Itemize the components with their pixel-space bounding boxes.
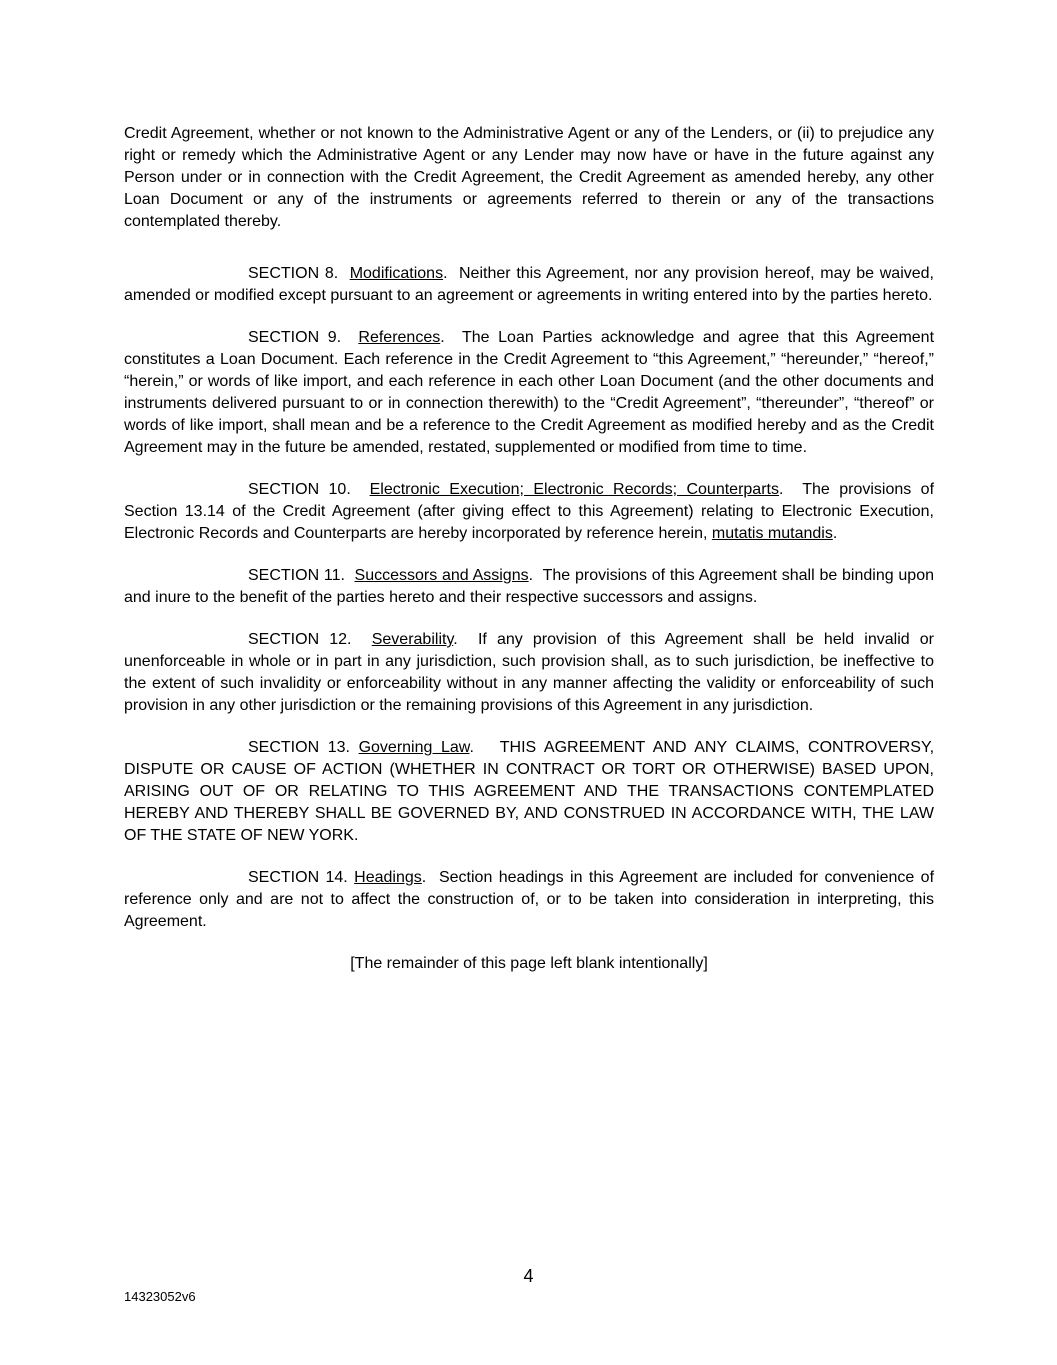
document-id: 14323052v6 (124, 1289, 196, 1304)
section-8: SECTION 8. Modifications. Neither this Agreement, nor any provision hereof, may be waived, amended or modified except pursuant to an agreement or agreements in writing entered into by the parties hereto. (124, 265, 935, 304)
section-12: SECTION 12. Severability. If any provision of this Agreement shall be held invalid or unenforceable in whole or in part in any jurisdiction, such provision shall, as to such jurisdiction, be ineffective to the extent of such invalidity or enforceability without in any manner affecting the validity or enforceability of such provision in any other jurisdiction or the remaining provisions of this Agreement in any jurisdiction. (124, 631, 935, 714)
section-9: SECTION 9. References. The Loan Parties acknowledge and agree that this Agreement constitutes a Loan Document. Each reference in the Credit Agreement to “this Agreement,” “hereunder,” “hereof,” “herein,” or words of like import, and each reference in each other Loan Document (and the other documents and instruments delivered pursuant to or in connection therewith) to the “Credit Agreement”, “thereunder”, “thereof” or words of like import, shall mean and be a reference to the Credit Agreement as modified hereby and as the Credit Agreement may in the future be amended, restated, supplemented or modified from time to time. (124, 329, 935, 456)
page-number: 4 (523, 1266, 534, 1286)
section-heading: References (358, 329, 441, 346)
section-heading: Severability (371, 631, 454, 648)
section-body: If any provision of this Agreement shall be held invalid or unenforceable in whole or in part in any jurisdiction, such provision shall, as to such jurisdiction, be ineffective to the extent of such invalidity or enforceability without in any manner affecting the validity or enforceability of such provision in any other jurisdiction or the remaining provisions of this Agreement in any jurisdiction. (124, 631, 935, 714)
section-number: SECTION 12. (248, 631, 352, 648)
section-number: SECTION 8. (248, 265, 339, 282)
section-13: SECTION 13. Governing Law. THIS AGREEMENT AND ANY CLAIMS, CONTROVERSY, DISPUTE OR CAUSE OF ACTION (WHETHER IN CONTRACT OR TORT OR OTHERWISE) BASED UPON, ARISING OUT OF OR RELATING TO THIS AGREEMENT AND THE TRANSACTIONS CONTEMPLATED HEREBY AND THEREBY SHALL BE GOVERNED BY, AND CONSTRUED IN ACCORDANCE WITH, THE LAW OF THE STATE OF NEW YORK. (124, 739, 935, 844)
section-body: The Loan Parties acknowledge and agree that this Agreement constitutes a Loan Document. Each reference in the Credit Agreement to “this Agreement,” “hereunder,” “hereof,” “herein,” or words of like import, and each reference in each other Loan Document (and the other documents and instruments delivered pursuant to or in connection therewith) to the “Credit Agreement”, “thereunder”, “thereof” or words of like import, shall mean and be a reference to the Credit Agreement as modified hereby and as the Credit Agreement may in the future be amended, restated, supplemented or modified from time to time. (124, 329, 935, 456)
section-heading: Modifications (349, 265, 444, 282)
section-body: The provisions of Section 13.14 of the Credit Agreement (after giving effect to this Agreement) relating to Electronic Execution, Electronic Records and Counterparts are hereby incorporated by reference herein, (124, 481, 935, 542)
section-number: SECTION 13. (248, 739, 350, 756)
opening-paragraph: Credit Agreement, whether or not known to the Administrative Agent or any of the Lenders, or (ii) to prejudice any right or remedy which the Administrative Agent or any Lender may now have or have in the future against any Person under or in connection with the Credit Agreement, the Credit Agreement as amended hereby, any other Loan Document or any of the instruments or agreements referred to therein or any of the transactions contemplated thereby. (124, 125, 934, 230)
section-heading: Successors and Assigns (354, 567, 529, 584)
section-heading: Headings (354, 869, 422, 886)
section-number: SECTION 9. (248, 329, 342, 346)
closing-note: [The remainder of this page left blank intentionally] (350, 955, 708, 972)
section-body: Neither this Agreement, nor any provision hereof, may be waived, amended or modified except pursuant to an agreement or agreements in writing entered into by the parties hereto. (124, 265, 935, 304)
section-number: SECTION 14. (248, 869, 348, 886)
latin-phrase: mutatis mutandis (711, 525, 833, 542)
section-14: SECTION 14. Headings. Section headings in this Agreement are included for convenience of reference only and are not to affect the construction of, or to be taken into consideration in interpreting, this Agreement. (124, 869, 935, 930)
section-heading: Governing Law (358, 739, 470, 756)
section-body: THIS AGREEMENT AND ANY CLAIMS, CONTROVERSY, DISPUTE OR CAUSE OF ACTION (WHETHER IN CONTRACT OR TORT OR OTHERWISE) BASED UPON, ARISING OUT OF OR RELATING TO THIS AGREEMENT AND THE TRANSACTIONS CONTEMPLATED HEREBY AND THEREBY SHALL BE GOVERNED BY, AND CONSTRUED IN ACCORDANCE WITH, THE LAW OF THE STATE OF NEW YORK. (124, 739, 935, 844)
section-body: The provisions of this Agreement shall be binding upon and inure to the benefit of the parties hereto and their respective successors and assigns. (124, 567, 934, 606)
section-number: SECTION 11. (248, 567, 345, 584)
section-number: SECTION 10. (248, 481, 351, 498)
section-11: SECTION 11. Successors and Assigns. The provisions of this Agreement shall be binding upon and inure to the benefit of the parties hereto and their respective successors and assigns. (124, 567, 934, 606)
document-body (124, 123, 934, 975)
section-heading: Electronic Execution; Electronic Records; Counterparts (369, 481, 779, 498)
section-body: Section headings in this Agreement are included for convenience of reference only and are not to affect the construction of, or to be taken into consideration in interpreting, this Agreement. (124, 869, 935, 930)
section-10: SECTION 10. Electronic Execution; Electronic Records; Counterparts. The provisions of Section 13.14 of the Credit Agreement (after giving effect to this Agreement) relating to Electronic Execution, Electronic Records and Counterparts are hereby incorporated by reference herein, mutatis mutandis. (124, 481, 935, 542)
